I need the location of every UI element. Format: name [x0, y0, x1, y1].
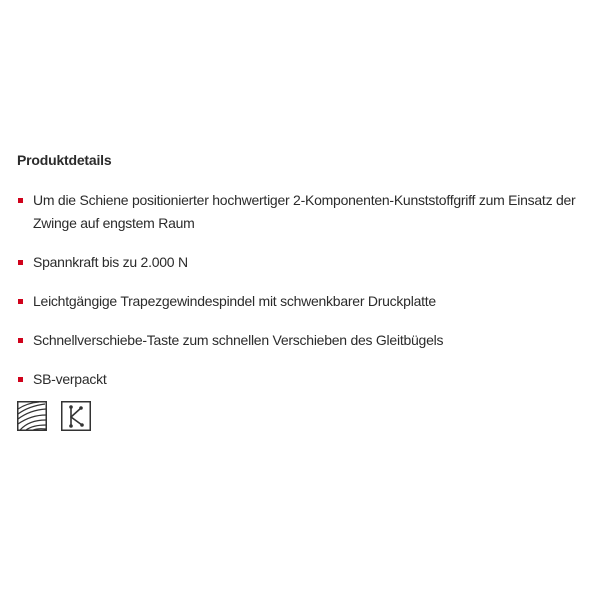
section-heading: Produktdetails	[17, 152, 112, 168]
feature-text: Um die Schiene positionierter hochwertiger 2-Komponenten-Kunststoffgriff zum Einsatz der Zwinge auf engstem Raum	[33, 192, 576, 231]
bullet-icon	[18, 260, 23, 265]
bullet-icon	[18, 299, 23, 304]
feature-text: Spannkraft bis zu 2.000 N	[33, 254, 188, 270]
product-details-section	[17, 151, 577, 431]
feature-item	[17, 368, 577, 391]
feature-list	[17, 189, 577, 391]
feature-item	[17, 329, 577, 352]
feature-text: SB-verpackt	[33, 371, 107, 387]
feature-text: Schnellverschiebe-Taste zum schnellen Verschieben des Gleitbügels	[33, 332, 444, 348]
feature-item	[17, 251, 577, 274]
feature-item	[17, 290, 577, 313]
feature-icons	[17, 401, 577, 431]
bullet-icon	[18, 338, 23, 343]
wood-grain-icon	[17, 401, 47, 431]
feature-text: Leichtgängige Trapezgewindespindel mit schwenkbarer Druckplatte	[33, 293, 436, 309]
bullet-icon	[18, 198, 23, 203]
bullet-icon	[18, 377, 23, 382]
k-symbol-icon	[61, 401, 91, 431]
feature-item	[17, 189, 577, 235]
